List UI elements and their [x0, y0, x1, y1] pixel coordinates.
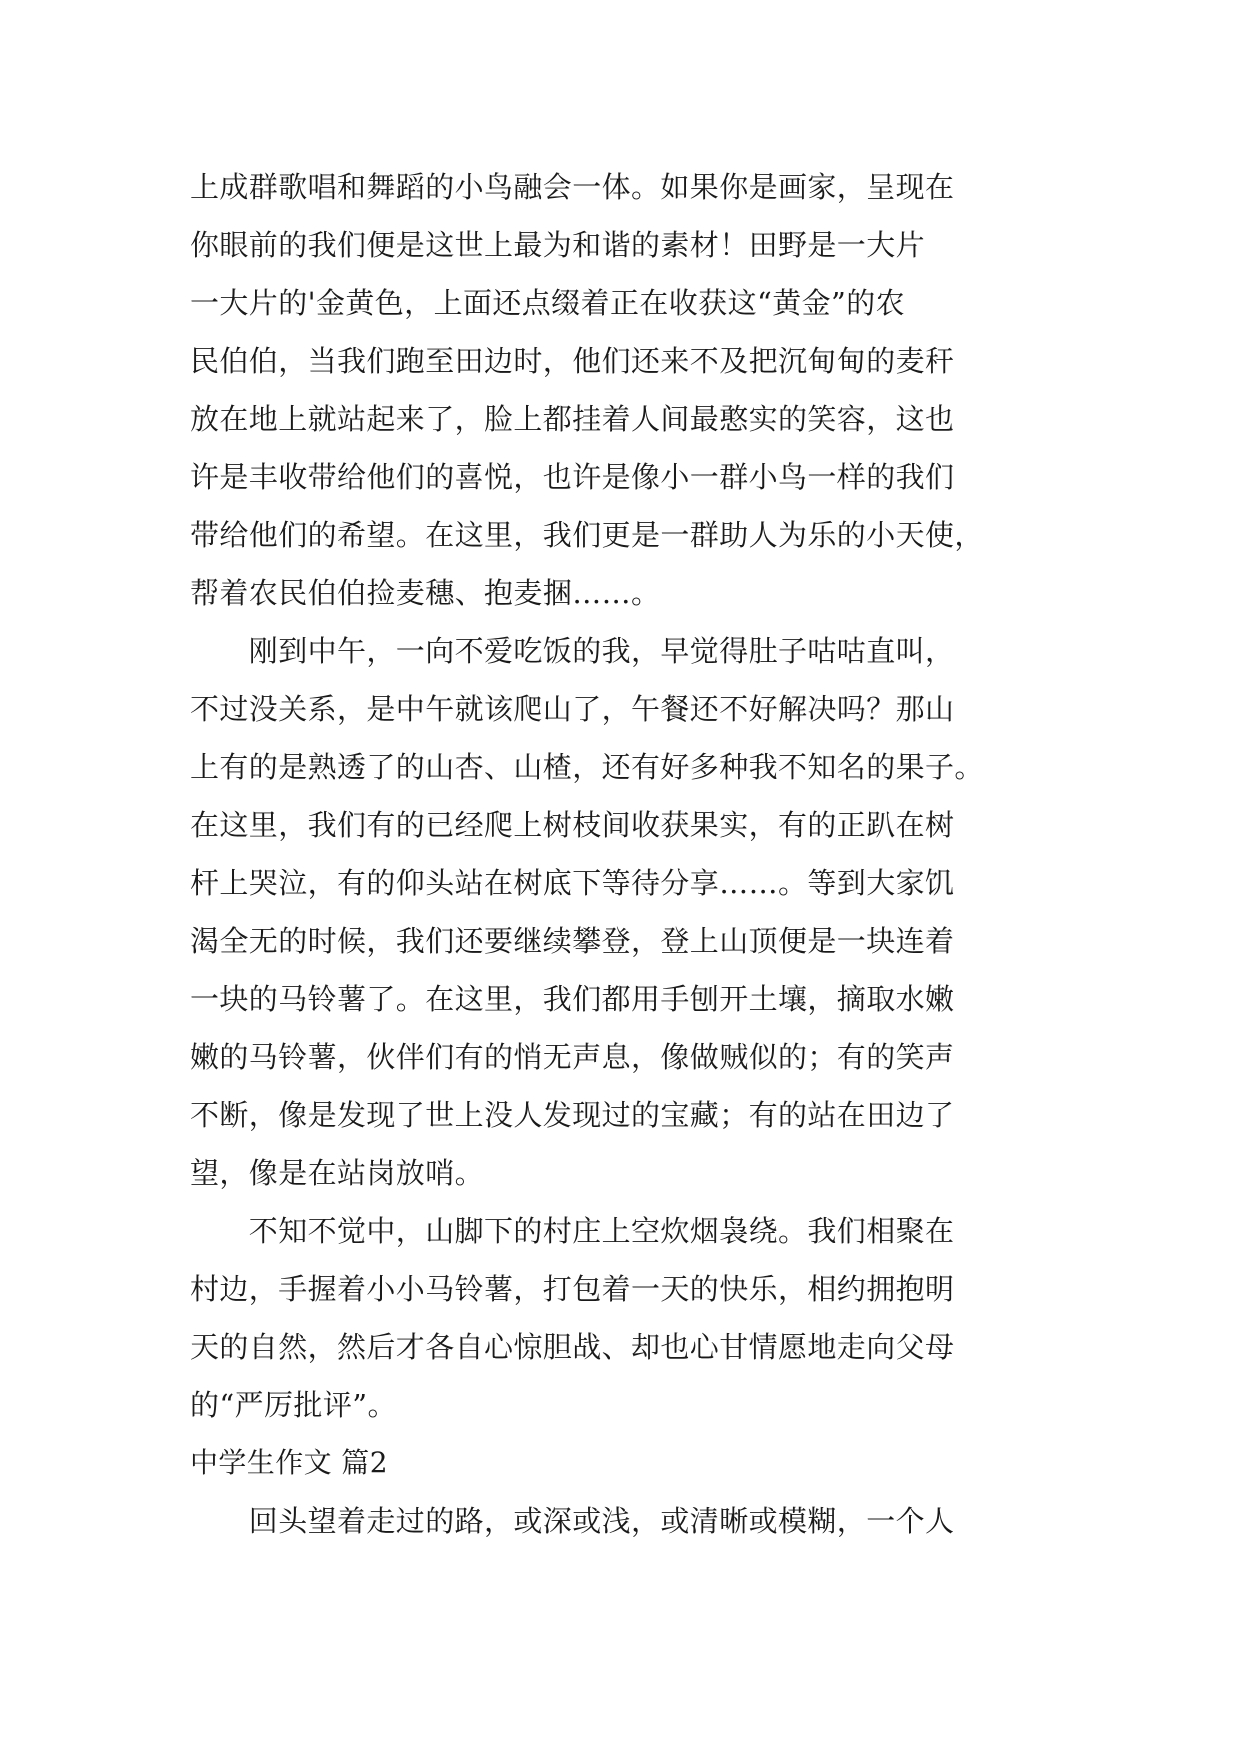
- text-line: 许是丰收带给他们的喜悦，也许是像小一群小鸟一样的我们: [190, 460, 955, 494]
- text-line: 不断，像是发现了世上没人发现过的宝藏；有的站在田边了: [190, 1098, 955, 1132]
- text-line: 刚到中午，一向不爱吃饭的我，早觉得肚子咕咕直叫，: [190, 634, 955, 668]
- text-line: 帮着农民伯伯捡麦穗、抱麦捆……。: [190, 576, 661, 610]
- text-line: 一大片的'金黄色，上面还点缀着正在收获这“黄金”的农: [190, 286, 906, 320]
- text-line: 回头望着走过的路，或深或浅，或清晰或模糊，一个人: [190, 1504, 955, 1538]
- text-line: 天的自然，然后才各自心惊胆战、却也心甘情愿地走向父母: [190, 1330, 955, 1364]
- text-line: 上成群歌唱和舞蹈的小鸟融会一体。如果你是画家，呈现在: [190, 170, 955, 204]
- text-line: 放在地上就站起来了，脸上都挂着人间最憨实的笑容，这也: [190, 402, 955, 436]
- text-line: 的“严厉批评”。: [190, 1388, 397, 1422]
- text-line: 望，像是在站岗放哨。: [190, 1156, 485, 1190]
- text-line: 嫩的马铃薯，伙伴们有的悄无声息，像做贼似的；有的笑声: [190, 1040, 955, 1074]
- text-line: 上有的是熟透了的山杏、山楂，还有好多种我不知名的果子。: [190, 750, 984, 784]
- text-line: 你眼前的我们便是这世上最为和谐的素材！田野是一大片: [190, 228, 926, 262]
- text-line: 民伯伯，当我们跑至田边时，他们还来不及把沉甸甸的麦秆: [190, 344, 955, 378]
- text-line: 村边，手握着小小马铃薯，打包着一天的快乐，相约拥抱明: [190, 1272, 955, 1306]
- text-line: 渴全无的时候，我们还要继续攀登，登上山顶便是一块连着: [190, 924, 955, 958]
- text-line: 一块的马铃薯了。在这里，我们都用手刨开土壤，摘取水嫩: [190, 982, 955, 1016]
- text-line: 杆上哭泣，有的仰头站在树底下等待分享……。等到大家饥: [190, 866, 955, 900]
- text-line: 不过没关系，是中午就该爬山了，午餐还不好解决吗？那山: [190, 692, 955, 726]
- text-line: 在这里，我们有的已经爬上树枝间收获果实，有的正趴在树: [190, 808, 955, 842]
- essay-text: [190, 158, 1050, 1550]
- text-line: 不知不觉中，山脚下的村庄上空炊烟袅绕。我们相聚在: [190, 1214, 955, 1248]
- text-line: 带给他们的希望。在这里，我们更是一群助人为乐的小天使，: [190, 518, 984, 552]
- section-heading: 中学生作文 篇2: [190, 1446, 388, 1479]
